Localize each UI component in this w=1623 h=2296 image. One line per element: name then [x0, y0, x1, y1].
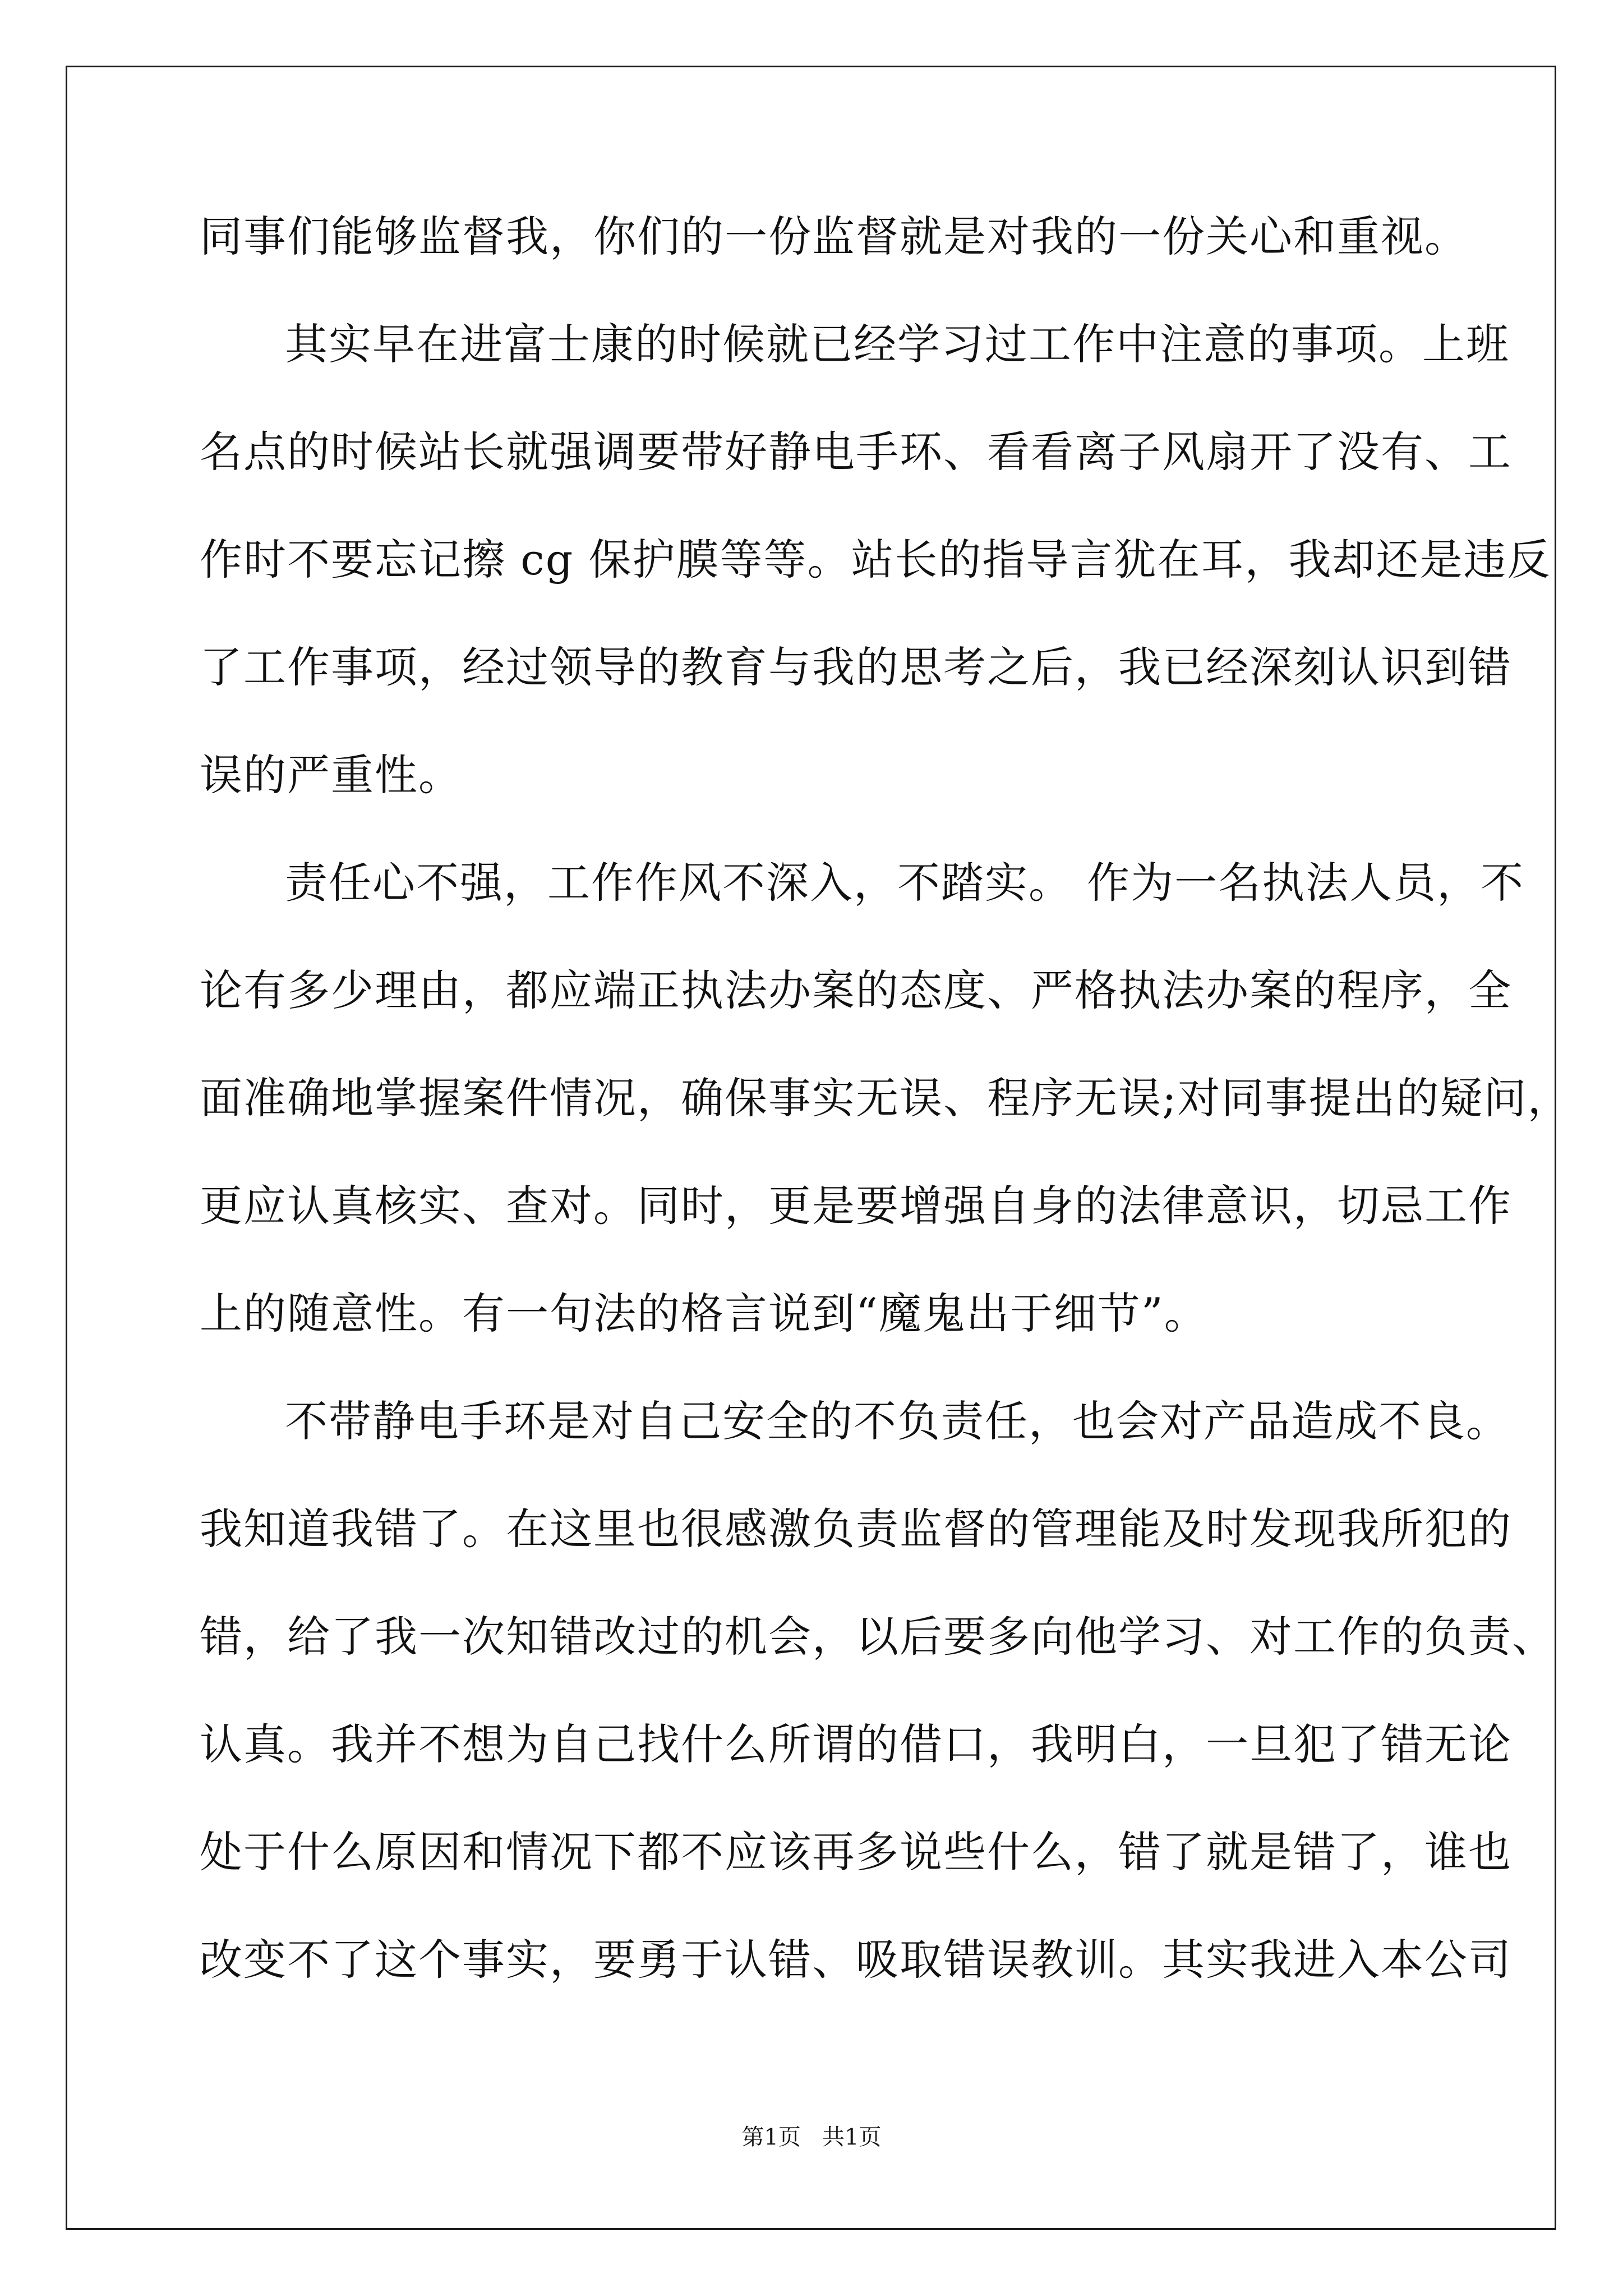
text-line: 了工作事项，经过领导的教育与我的思考之后，我已经深刻认识到错: [200, 642, 1512, 692]
text-line: 处于什么原因和情况下都不应该再多说些什么，错了就是错了，谁也: [200, 1827, 1512, 1877]
text-line: 作时不要忘记擦 cg 保护膜等等。站长的指导言犹在耳，我却还是违反: [200, 535, 1551, 585]
text-line: 我知道我错了。在这里也很感激负责监督的管理能及时发现我所犯的: [200, 1504, 1512, 1554]
text-line: 论有多少理由，都应端正执法办案的态度、严格执法办案的程序，全: [200, 965, 1512, 1015]
text-line: 同事们能够监督我，你们的一份监督就是对我的一份关心和重视。: [200, 211, 1468, 261]
text-line: 误的严重性。: [200, 750, 462, 800]
paragraph-start-line: 不带静电手环是对自己安全的不负责任，也会对产品造成不良。: [285, 1396, 1510, 1446]
page-border: [66, 66, 1556, 2230]
text-line: 错，给了我一次知错改过的机会，以后要多向他学习、对工作的负责、: [200, 1612, 1556, 1662]
text-line: 上的随意性。有一句法的格言说到“魔鬼出于细节”。: [200, 1289, 1208, 1338]
page-footer: 第1页 共1页: [741, 2124, 882, 2150]
paragraph-start-line: 其实早在进富士康的时候就已经学习过工作中注意的事项。上班: [285, 319, 1510, 369]
paragraph-start-line: 责任心不强，工作作风不深入，不踏实。 作为一名执法人员，不: [285, 858, 1525, 908]
text-line: 更应认真核实、查对。同时，更是要增强自身的法律意识，切忌工作: [200, 1181, 1512, 1231]
text-line: 名点的时候站长就强调要带好静电手环、看看离子风扇开了没有、工: [200, 427, 1512, 477]
text-line: 认真。我并不想为自己找什么所谓的借口，我明白，一旦犯了错无论: [200, 1719, 1512, 1769]
text-line: 改变不了这个事实，要勇于认错、吸取错误教训。其实我进入本公司: [200, 1935, 1512, 1985]
text-line: 面准确地掌握案件情况，确保事实无误、程序无误;对同事提出的疑问，: [200, 1073, 1571, 1123]
